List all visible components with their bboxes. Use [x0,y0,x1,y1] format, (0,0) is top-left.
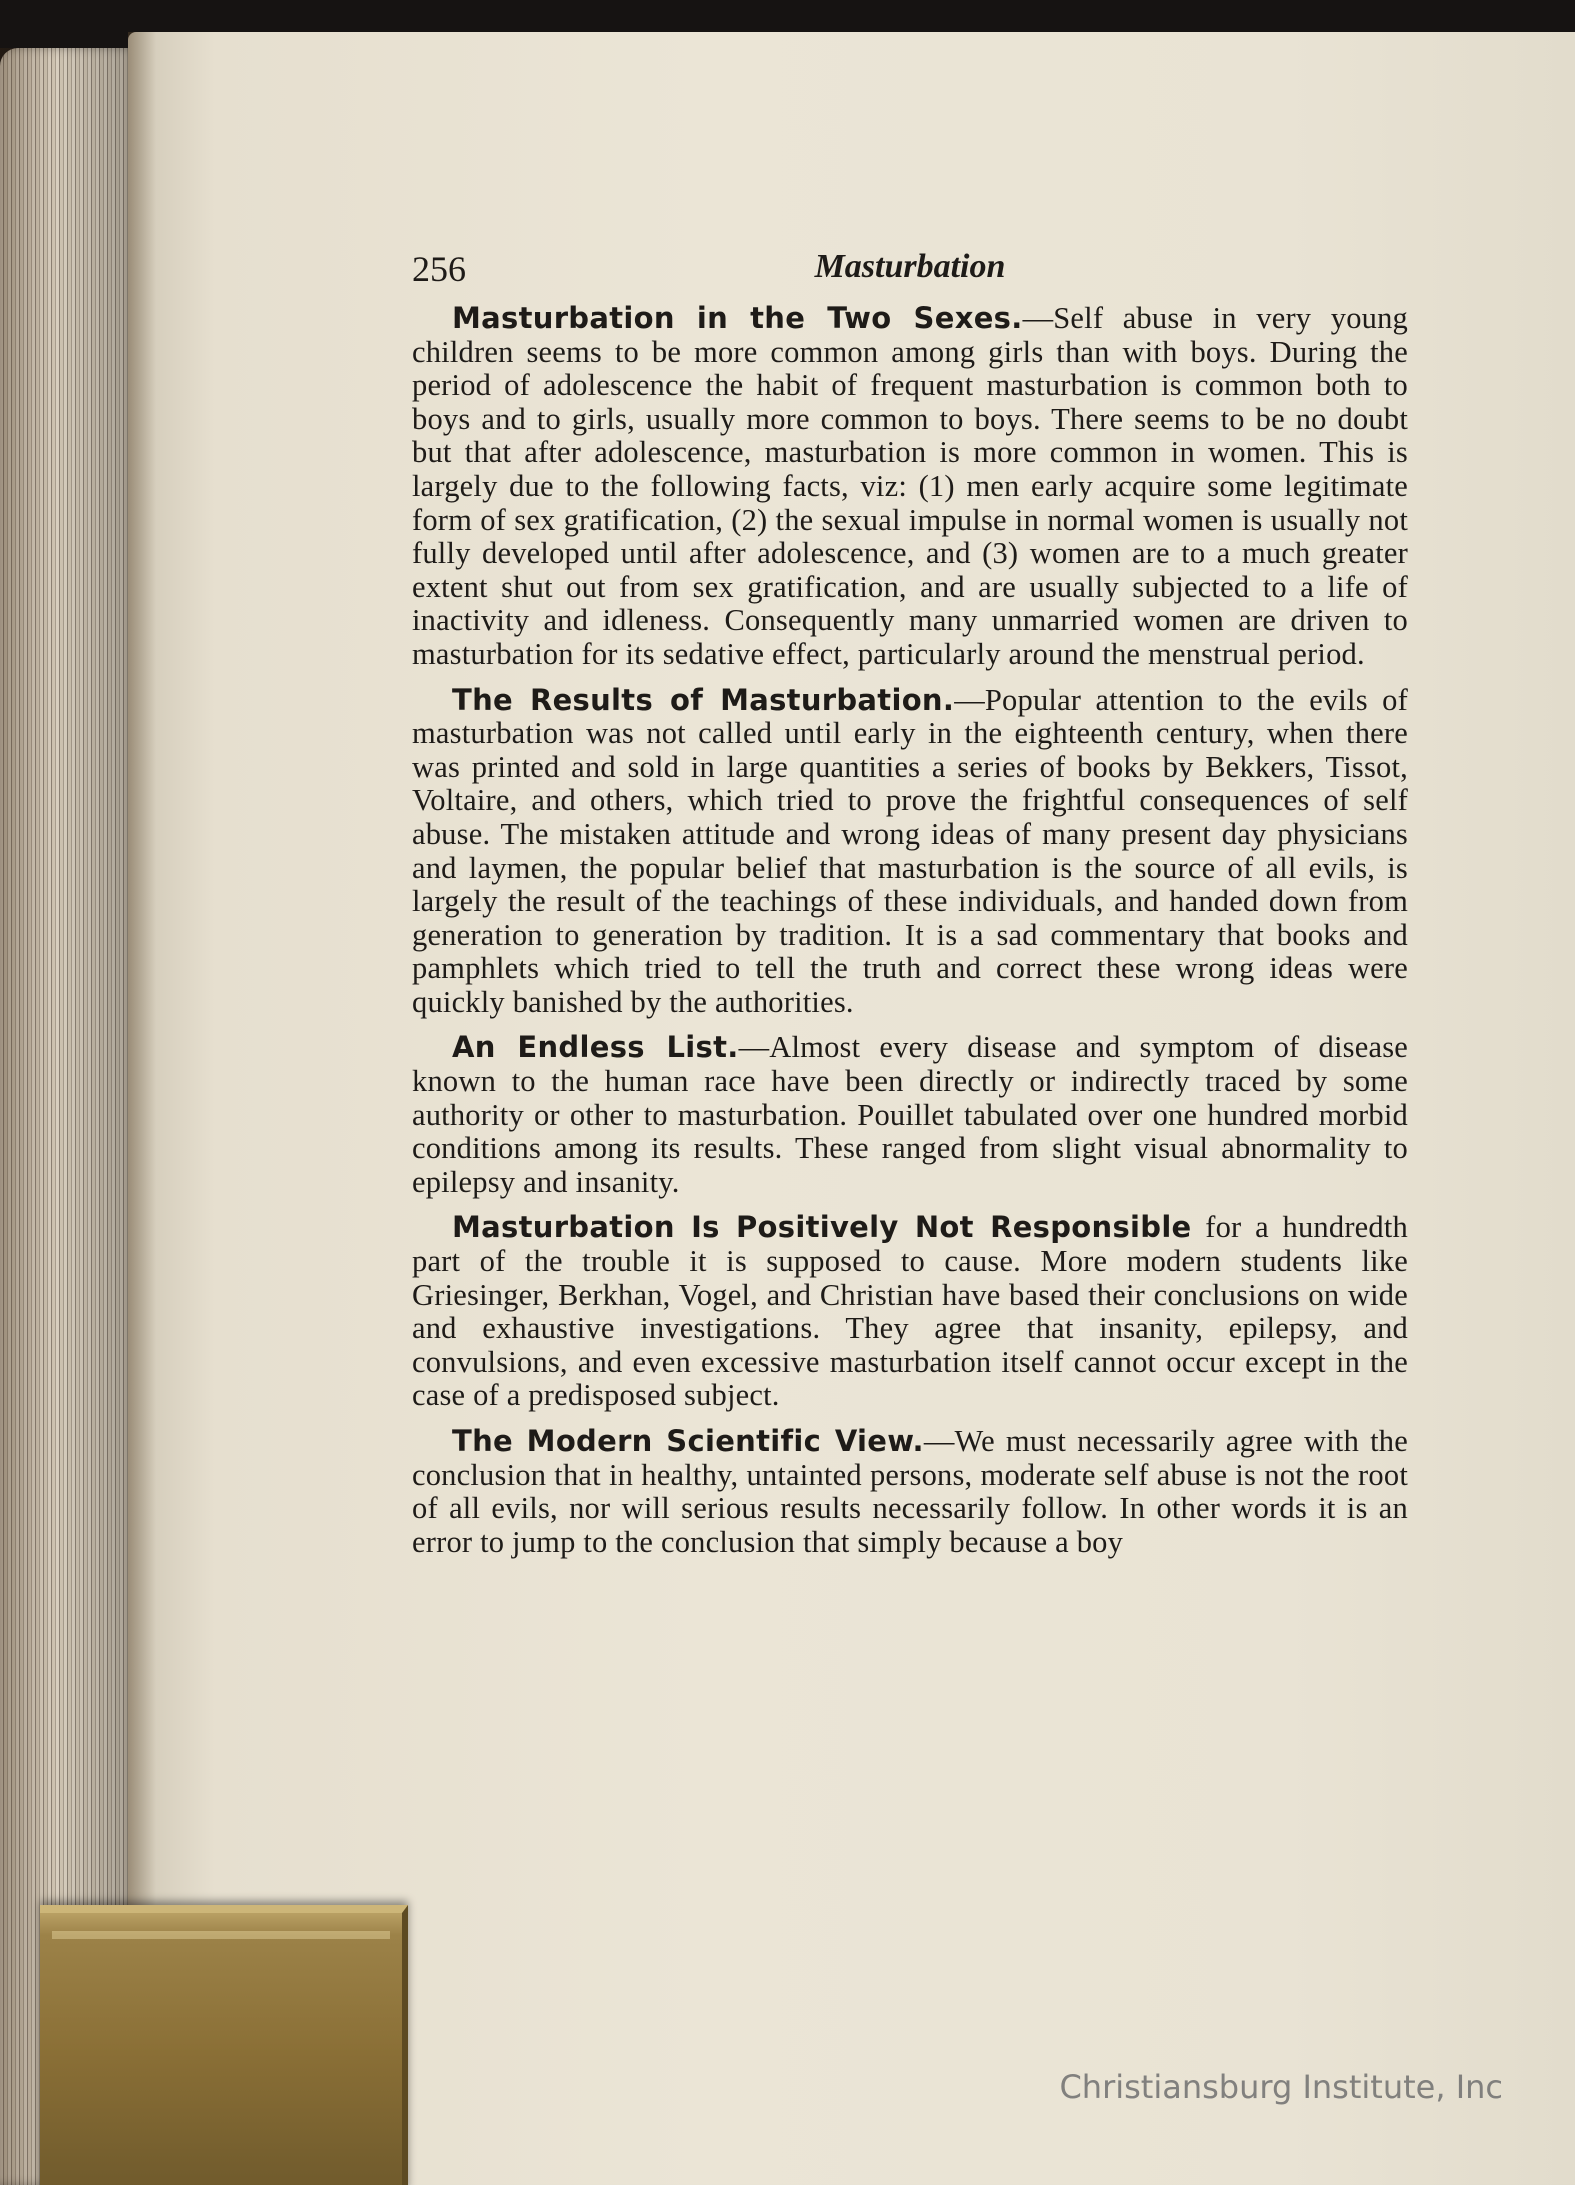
paragraph [412,302,1408,672]
paragraph-text: —We must necessarily agree with the conclusion that in healthy, untainted persons, moderate self abuse is not the root of all evils, nor will serious results necessarily follow. In other words it is an error to jump to the conclusion that simply because a boy [412,1424,1408,1559]
paragraph-heading: An Endless List. [452,1030,739,1065]
page-text-block [412,240,1408,1571]
paragraph-text: —Popular attention to the evils of masturbation was not called until early in the eighteenth century, when there was printed and sold in large quantities a series of books by Bekkers, Tissot, Voltaire, and others, which tried to prove the frightful consequences of self abuse. The mistaken attitude and wrong ideas of many present day physicians and laymen, the popular belief that masturbation is the source of all evils, is largely the result of the teachings of these individuals, and handed down from generation to generation by tradition. It is a sad commentary that books and pamphlets which tried to tell the truth and correct these wrong ideas were quickly banished by the authorities. [412,682,1408,1019]
running-title: Masturbation [814,248,1006,285]
paragraph [412,1425,1408,1559]
running-head [412,240,1408,302]
paragraph-heading: The Results of Masturbation. [452,682,955,717]
paragraph-heading: Masturbation Is Positively Not Responsible [452,1210,1192,1245]
paragraph-text: —Almost every disease and symptom of disease known to the human race have been directly or indirectly traced by some authority or other to masturbation. Pouillet tabulated over one hundred morbid conditions among its results. These ranged from slight visual abnormality to epilepsy and insanity. [412,1030,1408,1199]
paragraph [412,1031,1408,1199]
paragraph [412,684,1408,1020]
gold-bookmark [40,1905,408,2185]
paragraph-text: —Self abuse in very young children seems to be more common among girls than with boys. During the period of adolescence the habit of frequent masturbation is common both to boys and to girls, usually more common to boys. There seems to be no doubt but that after adolescence, masturbation is more common in women. This is largely due to the following facts, viz: (1) men early acquire some legitimate form of sex gratification, (2) the sexual impulse in normal women is usually not fully developed until after adolescence, and (3) women are to a much greater extent shut out from sex gratification, and are usually subjected to a life of inactivity and idleness. Consequently many unmarried women are driven to masturbation for its sedative effect, particularly around the menstrual period. [412,301,1408,671]
paragraph-heading: Masturbation in the Two Sexes. [452,301,1023,335]
page-number: 256 [412,249,466,289]
paragraph-heading: The Modern Scientific View. [452,1424,924,1458]
paragraph [412,1211,1408,1413]
watermark-text: Christiansburg Institute, Inc [1059,2068,1503,2106]
paragraph-text: for a hundredth part of the trouble it is supposed to cause. More modern students like Griesinger, Berkhan, Vogel, and Christian have based their conclusions on wide and exhaustive investigations. They agree that insanity, epilepsy, and convulsions, and even excessive masturbation itself cannot occur except in the case of a predisposed subject. [412,1210,1408,1413]
book-page-edges [0,48,140,2185]
